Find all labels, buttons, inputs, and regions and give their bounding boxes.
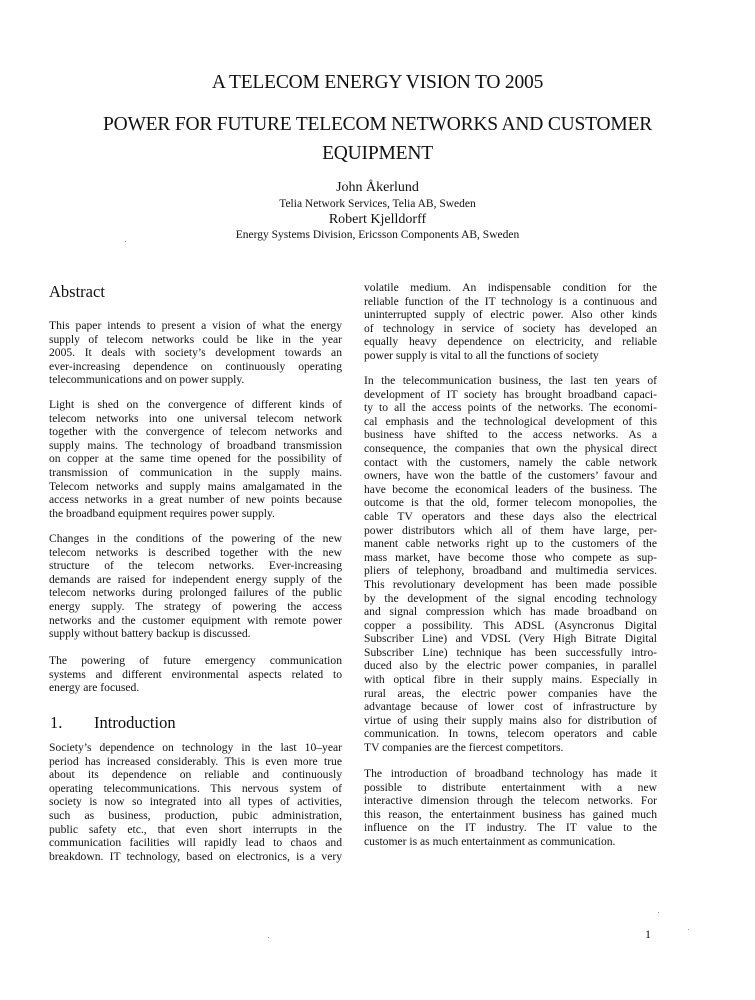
paper-title: A TELECOM ENERGY VISION TO 2005: [211, 72, 544, 93]
text-line: the broadband equipment requires power supply.: [49, 506, 275, 520]
text-line: ever-increasing dependence on continuously operating: [49, 359, 342, 373]
text-line: Changes in the conditions of the powering of the new: [49, 532, 342, 545]
text-line: Light is shed on the convergence of different kinds of: [49, 398, 342, 411]
text-line: of technology in service of society has developed an: [364, 321, 657, 335]
scan-speck: [688, 929, 689, 930]
text-line: operating telecommunications. This nervous system of: [49, 781, 342, 795]
section-number: 1.: [50, 713, 63, 732]
text-line: owners, have won the battle of the customers’ favour and: [364, 469, 657, 483]
text-line: The introduction of broadband technology has made it: [364, 767, 657, 780]
text-line: communication facilities will rapidly lead to chaos and: [49, 836, 342, 850]
text-line: cal emphasis and the technological development of this: [364, 414, 657, 428]
text-line: duced also by the electric power companies, in parallel: [364, 659, 657, 673]
text-line: telecom networks into one universal telecom network: [49, 411, 342, 425]
text-line: supply without battery backup is discussed.: [49, 627, 251, 641]
text-line: The powering of future emergency communication: [49, 654, 342, 667]
text-line: volatile medium. An indispensable condition for the: [364, 281, 657, 294]
text-line: In the telecommunication business, the last ten years of: [364, 374, 657, 387]
abstract-paragraph: [49, 654, 342, 695]
text-line: systems and different environmental aspects related to: [49, 667, 342, 681]
page-number: 1: [645, 927, 651, 941]
text-line: Subscriber Line) and VDSL (Very High Bitrate Digital: [364, 632, 657, 646]
text-line: energy supply. The strategy of powering the access: [49, 599, 342, 613]
text-line: about its dependence on reliable and continuously: [49, 768, 342, 782]
paper-subtitle-line1: POWER FOR FUTURE TELECOM NETWORKS AND CUSTOMER: [102, 114, 653, 135]
text-line: networks and the customer equipment with remote power: [49, 613, 342, 627]
text-line: on copper at the same time opened for the possibility of: [49, 452, 342, 466]
text-line: rural areas, the electric power companies have the: [364, 686, 657, 700]
text-line: have become the economical leaders of the business. The: [364, 482, 657, 496]
text-line: interactive dimension through the telecom networks. For: [364, 794, 657, 808]
text-line: society is now so integrated into all types of activities,: [49, 795, 342, 809]
abstract-heading: Abstract: [49, 282, 105, 301]
text-line: telecommunications and on power supply.: [49, 373, 245, 387]
scan-speck: [268, 937, 269, 938]
text-line: pliers of telephony, broadband and multimedia services.: [364, 564, 657, 578]
text-line: Subscriber Line) technique has been successfully intro-: [364, 645, 657, 659]
text-line: ty to all the access points of the networks. The economi-: [364, 401, 657, 415]
section-heading: Introduction: [94, 713, 176, 732]
text-line: cable TV operators and these days also the electrical: [364, 509, 657, 523]
scan-speck: [658, 912, 659, 913]
author-name: Robert Kjelldorff: [328, 212, 427, 227]
text-line: possible to distribute entertainment with a new: [364, 780, 657, 794]
text-line: with optical fibre in their supply mains. Especially in: [364, 673, 657, 687]
text-line: period has increased considerably. This is even more true: [49, 754, 342, 768]
author-affiliation: Energy Systems Division, Ericsson Components AB, Sweden: [235, 229, 520, 241]
text-line: supply mains. The technology of broadband transmission: [49, 438, 342, 452]
intro-paragraph: [49, 741, 342, 863]
text-line: communication. In towns, telecom operators and cable: [364, 727, 657, 741]
text-line: access networks in a great number of new points because: [49, 493, 342, 507]
text-line: equally heavy dependence on electricity, and reliable: [364, 335, 657, 349]
text-line: transmission of communication in the supply mains.: [49, 465, 342, 479]
intro-paragraph: [364, 767, 657, 849]
text-line: TV companies are the fiercest competitors.: [364, 741, 564, 755]
text-line: and signal compression which has made broadband on: [364, 605, 657, 619]
text-line: uninterrupted supply of electric power. Also other kinds: [364, 308, 657, 322]
abstract-paragraph: [49, 319, 342, 387]
text-line: consequence, the companies that own the physical direct: [364, 441, 657, 455]
intro-paragraph: [364, 374, 657, 755]
paper-subtitle-line2: EQUIPMENT: [322, 143, 433, 164]
text-line: structure of the telecom networks. Ever-increasing: [49, 559, 342, 573]
text-line: mass market, have become those who compete as sup-: [364, 550, 657, 564]
text-line: such as business, production, pubic administration,: [49, 808, 342, 822]
text-line: copper a possibility. This ADSL (Asyncronus Digital: [364, 618, 657, 632]
text-line: development of IT society has brought broadband capaci-: [364, 387, 657, 401]
text-line: telecom networks during prolonged failures of the public: [49, 586, 342, 600]
text-line: by the development of the signal encoding technology: [364, 591, 657, 605]
text-line: demands are raised for independent energy supply of the: [49, 572, 342, 586]
scan-speck: [125, 241, 126, 242]
text-line: this reason, the entertainment business has gained much: [364, 807, 657, 821]
text-line: outcome is that the old, former telecom monopolies, the: [364, 496, 657, 510]
text-line: together with the convergence of telecom networks and: [49, 425, 342, 439]
text-line: breakdown. IT technology, based on electronics, is a very: [49, 849, 342, 863]
text-line: supply of telecom networks could be like in the year: [49, 332, 342, 346]
text-line: power supply is vital to all the functions of society: [364, 348, 599, 362]
text-line: Telecom networks and supply mains amalgamated in the: [49, 479, 342, 493]
text-line: Society’s dependence on technology in the last 10–year: [49, 741, 342, 754]
text-line: This revolutionary development has been made possible: [364, 577, 657, 591]
text-line: reliable function of the IT technology is a continuous and: [364, 294, 657, 308]
text-line: public safety etc., that even short interrupts in the: [49, 822, 342, 836]
intro-paragraph: [364, 281, 657, 363]
author-affiliation: Telia Network Services, Telia AB, Sweden: [279, 198, 476, 210]
text-line: This paper intends to present a vision of what the energy: [49, 319, 342, 332]
author-name: John Åkerlund: [336, 180, 419, 195]
text-line: customer is as much entertainment as communication.: [364, 834, 616, 848]
text-line: 2005. It deals with society’s development towards an: [49, 346, 342, 360]
text-line: contact with the customers, namely the cable network: [364, 455, 657, 469]
text-line: telecom networks is described together with the new: [49, 545, 342, 559]
text-line: manent cable networks right up to the customers of the: [364, 537, 657, 551]
text-line: advantage because of lower cost of infrastructure by: [364, 700, 657, 714]
text-line: energy are focused.: [49, 681, 140, 695]
abstract-paragraph: [49, 532, 342, 641]
text-line: influence on the IT industry. The IT value to the: [364, 821, 657, 835]
text-line: business have shifted to the access networks. As a: [364, 428, 657, 442]
text-line: virtue of using their supply mains also for distribution of: [364, 713, 657, 727]
abstract-paragraph: [49, 398, 342, 520]
text-line: power distributors which all of them have large, per-: [364, 523, 657, 537]
